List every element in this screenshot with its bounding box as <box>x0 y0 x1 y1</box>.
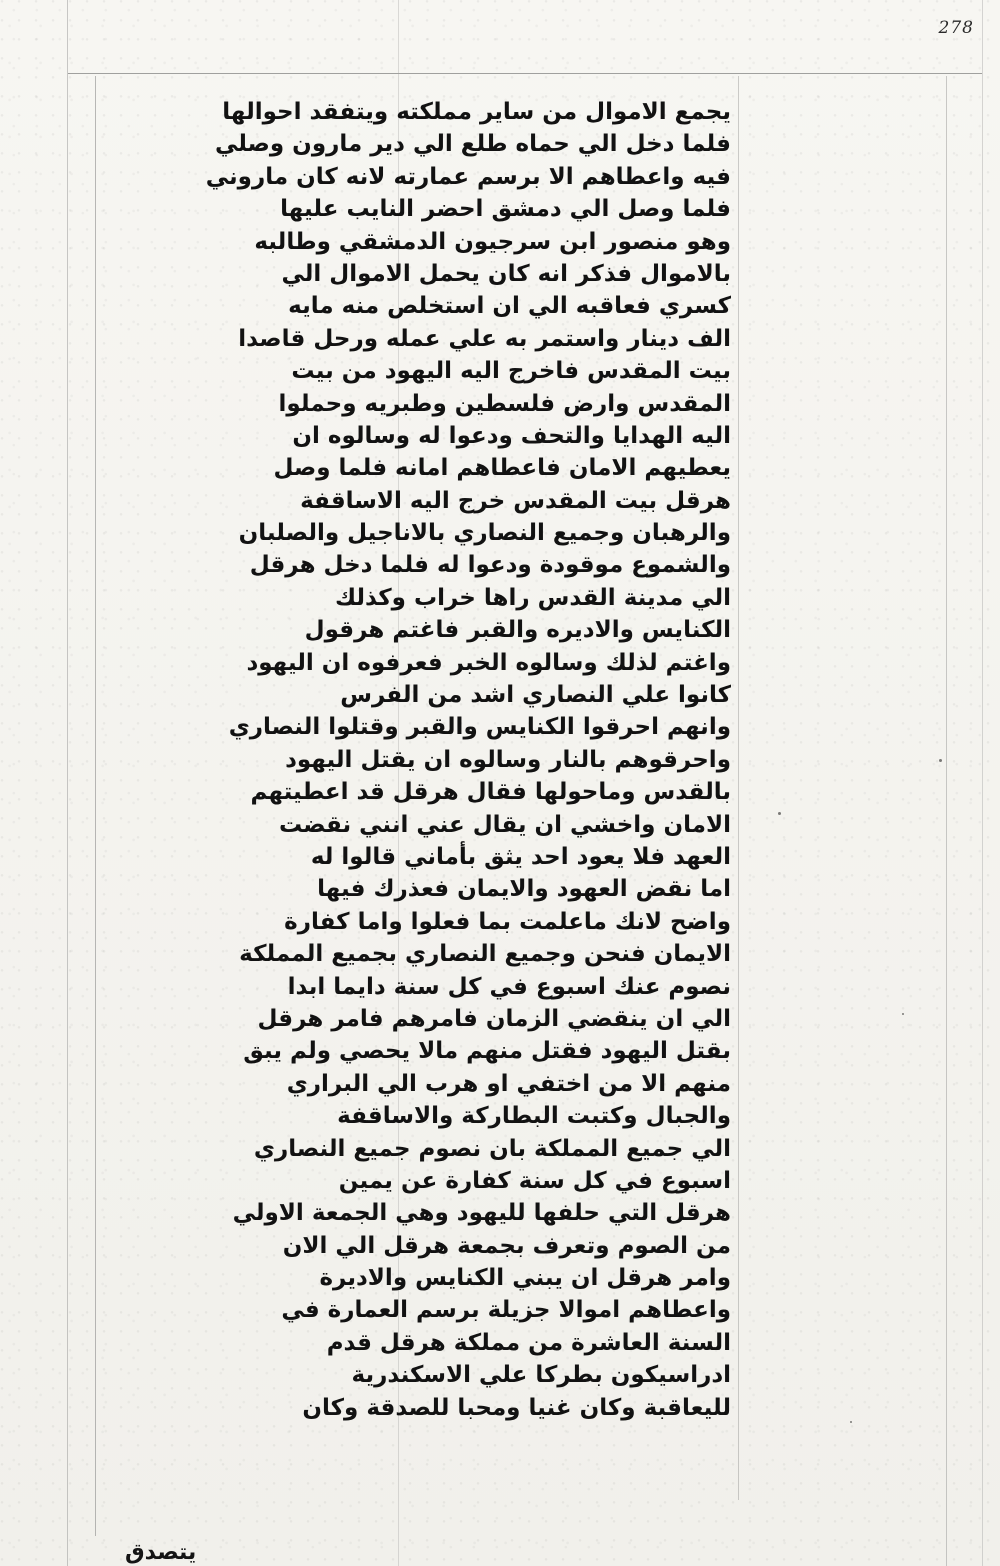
text-line: الي جميع المملكة بان نصوم جميع النصاري <box>253 1135 731 1162</box>
ink-speck <box>850 1421 852 1423</box>
text-line: اسبوع في كل سنة كفارة عن يمين <box>338 1167 731 1194</box>
text-line: والرهبان وجميع النصاري بالاناجيل والصلبان <box>238 520 731 547</box>
manuscript-text-block <box>95 96 731 1424</box>
text-line: وامر هرقل ان يبني الكنايس والاديرة <box>319 1265 731 1292</box>
page-number: 278 <box>938 18 974 38</box>
ink-speck <box>778 812 781 815</box>
outer-left-margin-line <box>67 0 68 1566</box>
text-line: الف دينار واستمر به علي عمله ورحل قاصدا <box>238 325 731 352</box>
catchword: يتصدق <box>125 1540 197 1565</box>
text-line: يجمع الاموال من ساير مملكته ويتفقد احوالها <box>222 99 731 125</box>
text-line: واضح لانك ماعلمت بما فعلوا واما كفارة <box>284 908 731 935</box>
top-rule-line <box>68 73 982 74</box>
text-line: من الصوم وتعرف بجمعة هرقل الي الان <box>282 1232 731 1259</box>
text-line: السنة العاشرة من مملكة هرقل قدم <box>326 1329 731 1356</box>
text-line: لليعاقبة وكان غنيا ومحبا للصدقة وكان <box>302 1394 731 1421</box>
text-right-guide-line <box>738 76 739 1500</box>
text-line: يعطيهم الامان فاعطاهم امانه فلما وصل <box>273 455 731 482</box>
text-line: الي ان ينقضي الزمان فامرهم فامر هرقل <box>257 1005 731 1032</box>
text-line: كسري فعاقبه الي ان استخلص منه مايه <box>288 293 731 320</box>
text-line: اما نقض العهود والايمان فعذرك فيها <box>317 876 731 903</box>
text-line: كانوا علي النصاري اشد من الفرس <box>340 682 731 709</box>
text-line: المقدس وارض فلسطين وطبريه وحملوا <box>278 390 731 417</box>
text-line: فلما وصل الي دمشق احضر النايب عليها <box>280 196 731 223</box>
text-line: بيت المقدس فاخرج اليه اليهود من بيت <box>291 358 731 385</box>
text-line: بالقدس وماحولها فقال هرقل قد اعطيتهم <box>250 779 731 806</box>
text-line: وهو منصور ابن سرجيون الدمشقي وطالبه <box>254 228 731 255</box>
text-line: هرقل التي حلفها لليهود وهي الجمعة الاولي <box>232 1200 731 1227</box>
text-line: الي مدينة القدس راها خراب وكذلك <box>334 584 731 611</box>
text-line: الكنايس والاديره والقبر فاغتم هرقول <box>304 617 731 644</box>
text-line: منهم الا من اختفي او هرب الي البراري <box>286 1070 731 1097</box>
text-line: فلما دخل الي حماه طلع الي دير مارون وصلي <box>215 131 731 158</box>
text-line: ادراسيكون بطركا علي الاسكندرية <box>351 1362 731 1389</box>
text-line: هرقل بيت المقدس خرج اليه الاساقفة <box>300 487 731 514</box>
text-line: العهد فلا يعود احد يثق بأماني قالوا له <box>310 843 731 870</box>
text-line: واعطاهم اموالا جزيلة برسم العمارة في <box>281 1297 731 1324</box>
text-line: اليه الهدايا والتحف ودعوا له وسالوه ان <box>292 422 731 449</box>
text-line: وانهم احرقوا الكنايس والقبر وقتلوا النصاري <box>228 714 731 741</box>
text-line: والشموع موقودة ودعوا له فلما دخل هرقل <box>249 552 731 579</box>
text-line: فيه واعطاهم الا برسم عمارته لانه كان ماروني <box>205 163 731 190</box>
ink-speck <box>902 1013 904 1015</box>
text-line: الامان واخشي ان يقال عني انني نقضت <box>278 811 731 838</box>
text-line: والجبال وكتبت البطاركة والاساقفة <box>337 1103 731 1130</box>
ink-speck <box>939 759 942 762</box>
text-line: واغتم لذلك وسالوه الخبر فعرفوه ان اليهود <box>246 649 731 676</box>
text-line: بالاموال فذكر انه كان يحمل الاموال الي <box>281 260 731 287</box>
text-line: نصوم عنك اسبوع في كل سنة دايما ابدا <box>287 973 731 1000</box>
inner-right-margin-line <box>946 76 947 1566</box>
text-line: بقتل اليهود فقتل منهم مالا يحصي ولم يبق <box>243 1038 731 1065</box>
text-line: واحرقوهم بالنار وسالوه ان يقتل اليهود <box>285 746 731 773</box>
text-line: الايمان فنحن وجميع النصاري بجميع المملكة <box>239 941 731 968</box>
outer-right-margin-line <box>982 0 983 1566</box>
